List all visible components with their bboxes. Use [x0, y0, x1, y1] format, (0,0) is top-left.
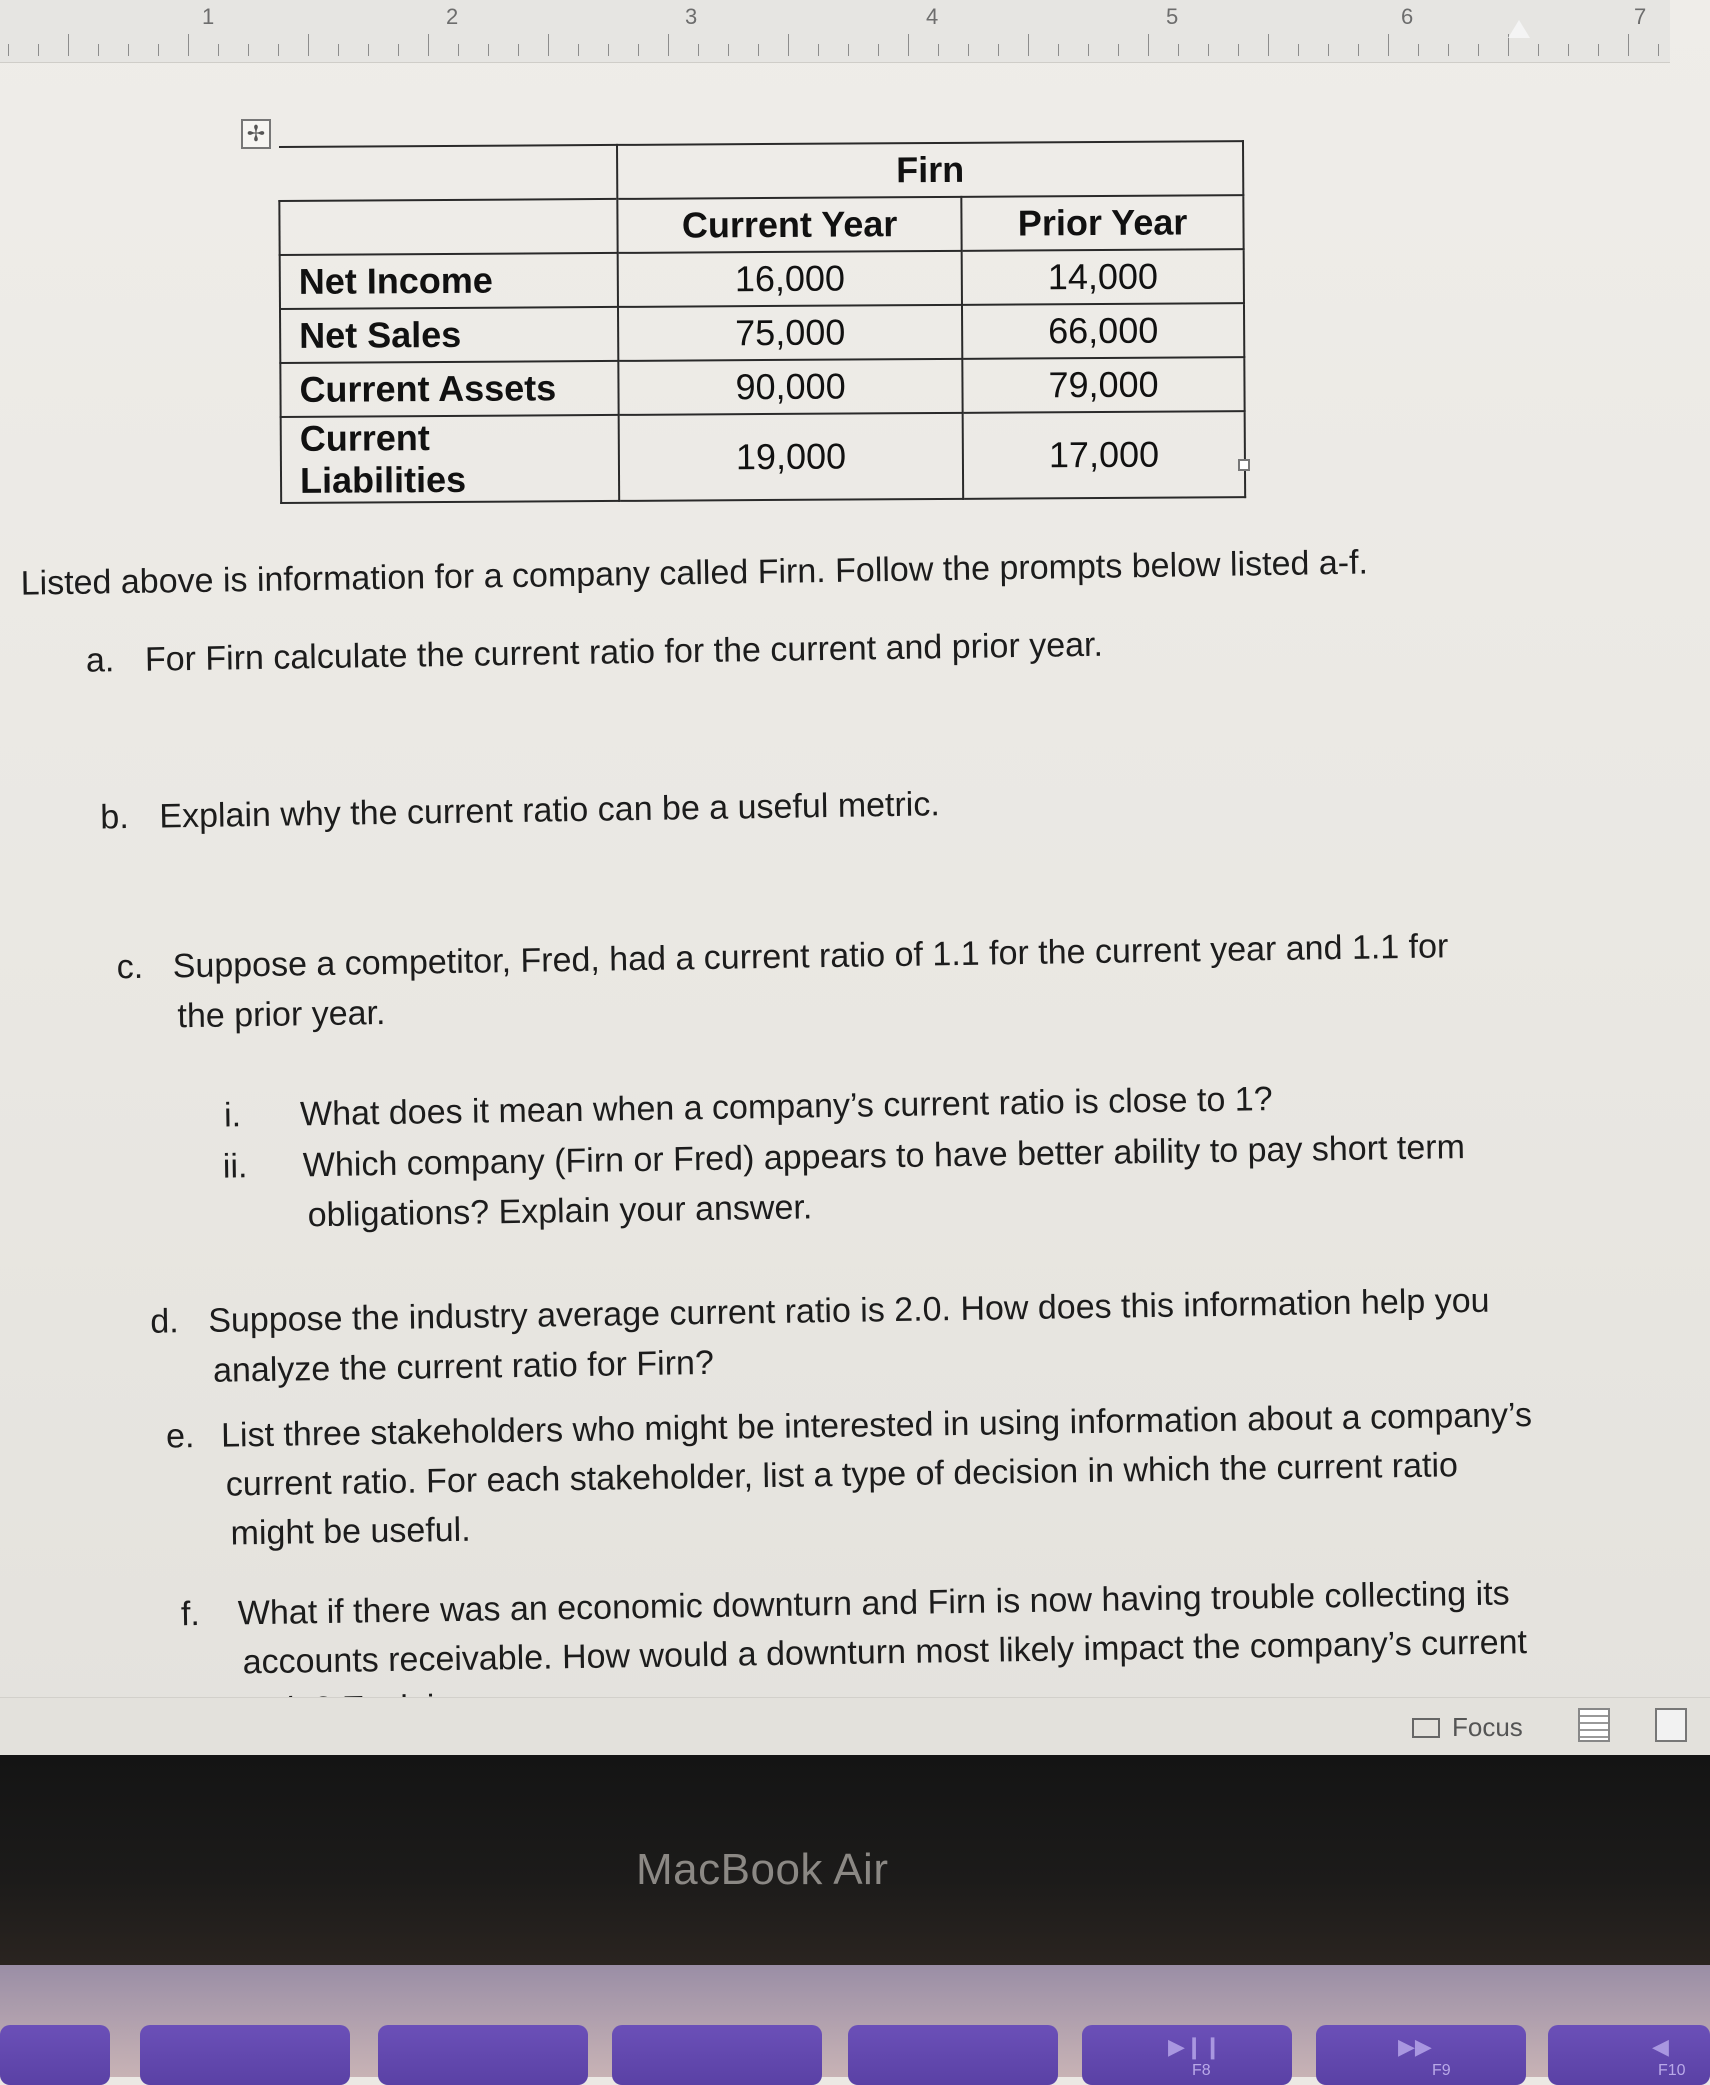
- ruler-tick: [1628, 34, 1629, 56]
- device-label: MacBook Air: [636, 1845, 889, 1894]
- intro-paragraph: Listed above is information for a company called Firn. Follow the prompts below listed a-f.: [20, 543, 1369, 603]
- focus-button[interactable]: [1412, 1712, 1523, 1743]
- prompt-line: obligations? Explain your answer.: [307, 1188, 813, 1235]
- prompt-line: Suppose the industry average current ratio is 2.0. How does this information help you: [207, 1281, 1490, 1340]
- prompt-line: For Firn calculate the current ratio for the current and prior year.: [144, 625, 1104, 679]
- ruler-tick: [1298, 44, 1299, 56]
- ruler-tick: [278, 44, 279, 56]
- horizontal-ruler[interactable]: [0, 0, 1670, 63]
- table-row: [280, 303, 1244, 363]
- prompt-line: the prior year.: [177, 994, 386, 1036]
- ruler-tick: [938, 44, 939, 56]
- ruler-tick: [728, 44, 729, 56]
- ruler-number: 3: [685, 4, 698, 29]
- ruler-tick: [68, 34, 69, 56]
- ruler-tick: [1598, 44, 1599, 56]
- ruler-tick: [578, 44, 579, 56]
- prompt-line: What if there was an economic downturn and Firn is now having trouble collecting its: [237, 1574, 1510, 1633]
- ruler-tick: [488, 44, 489, 56]
- table-cell: 16,000: [618, 251, 963, 307]
- prompt-marker: f.: [180, 1594, 201, 1634]
- prompt-line: Suppose a competitor, Fred, had a current ratio of 1.1 for the current year and 1.1 for: [172, 927, 1449, 986]
- ruler-tick: [308, 34, 309, 56]
- prompt-line: Which company (Firn or Fred) appears to have better ability to pay short term: [302, 1128, 1466, 1185]
- ruler-number: 7: [1634, 4, 1647, 29]
- ruler-tick: [338, 44, 339, 56]
- document-body[interactable]: [0, 514, 1670, 1682]
- ruler-tick: [998, 44, 999, 56]
- ruler-indent-marker[interactable]: [1508, 20, 1530, 38]
- mute-icon: ◀: [1652, 2035, 1669, 2060]
- table-cell: 90,000: [618, 359, 963, 415]
- ruler-tick: [38, 44, 39, 56]
- ruler-tick: [1538, 44, 1539, 56]
- ruler-tick: [368, 44, 369, 56]
- table-empty-cell: [279, 199, 617, 255]
- play-pause-icon: ▶❙❙: [1168, 2035, 1222, 2060]
- table-row: [280, 357, 1244, 417]
- prompt-line: might be useful.: [230, 1510, 471, 1553]
- ruler-tick: [218, 44, 219, 56]
- prompt-line: current ratio. For each stakeholder, list a type of decision in which the current ratio: [225, 1446, 1459, 1504]
- ruler-tick: [8, 44, 9, 56]
- ruler-number: 4: [926, 4, 939, 29]
- ruler-tick: [518, 44, 519, 56]
- ruler-number: 1: [202, 4, 215, 29]
- ruler-tick: [788, 34, 789, 56]
- table-empty-cell: [279, 145, 617, 201]
- ruler-tick: [878, 44, 879, 56]
- table-cell: 79,000: [963, 357, 1245, 413]
- table-cell: 66,000: [962, 303, 1244, 359]
- ruler-tick: [458, 44, 459, 56]
- row-label-net-sales: Net Sales: [280, 307, 618, 363]
- ruler-tick: [98, 44, 99, 56]
- table-cell: 14,000: [962, 249, 1244, 305]
- ruler-tick: [698, 44, 699, 56]
- row-label-current-liabilities: Current Liabilities: [281, 415, 620, 503]
- table-cell: 75,000: [618, 305, 963, 361]
- ruler-number: 6: [1401, 4, 1414, 29]
- table-column-header-row: [279, 195, 1243, 255]
- ruler-tick: [1388, 34, 1389, 56]
- function-key[interactable]: [378, 2025, 588, 2085]
- ruler-tick: [758, 44, 759, 56]
- ruler-tick: [1058, 44, 1059, 56]
- prompt-line: What does it mean when a company’s current ratio is close to 1?: [299, 1080, 1273, 1134]
- table-row: [280, 249, 1244, 309]
- focus-label: Focus: [1452, 1712, 1523, 1742]
- prompt-marker: e.: [165, 1417, 195, 1456]
- ruler-tick: [188, 34, 189, 56]
- focus-icon: [1412, 1718, 1440, 1738]
- key-label: F10: [1658, 2062, 1686, 2079]
- ruler-tick: [908, 34, 909, 56]
- print-layout-icon[interactable]: [1578, 1708, 1610, 1742]
- prompt-line: accounts receivable. How would a downturn most likely impact the company’s current: [242, 1623, 1528, 1682]
- status-bar: [0, 1697, 1710, 1756]
- function-key[interactable]: [612, 2025, 822, 2085]
- row-label-current-assets: Current Assets: [280, 361, 618, 417]
- row-label-net-income: Net Income: [280, 253, 618, 309]
- financial-data-table: [278, 140, 1246, 504]
- ruler-tick: [1568, 44, 1569, 56]
- ruler-tick: [158, 44, 159, 56]
- prompt-marker: b.: [100, 798, 130, 837]
- ruler-tick: [1418, 44, 1419, 56]
- table-cell: 17,000: [963, 411, 1245, 499]
- key-label: F8: [1192, 2062, 1211, 2079]
- ruler-tick: [1328, 44, 1329, 56]
- ruler-tick: [548, 34, 549, 56]
- ruler-tick: [1208, 44, 1209, 56]
- function-key[interactable]: [848, 2025, 1058, 2085]
- ruler-tick: [1478, 44, 1479, 56]
- ruler-tick: [1088, 44, 1089, 56]
- function-key[interactable]: [140, 2025, 350, 2085]
- ruler-tick: [1028, 34, 1029, 56]
- ruler-tick: [1118, 44, 1119, 56]
- ruler-tick: [668, 34, 669, 56]
- ruler-tick: [1448, 44, 1449, 56]
- move-icon[interactable]: ✢: [241, 119, 271, 149]
- ruler-tick: [398, 44, 399, 56]
- table-cell: 19,000: [619, 413, 964, 501]
- ruler-number: 2: [446, 4, 459, 29]
- column-header-current-year: Current Year: [617, 197, 962, 253]
- ruler-tick: [1238, 44, 1239, 56]
- ruler-number: 5: [1166, 4, 1179, 29]
- ruler-tick: [248, 44, 249, 56]
- ruler-tick: [608, 44, 609, 56]
- key-label: F9: [1432, 2062, 1451, 2079]
- web-layout-icon[interactable]: [1655, 1708, 1687, 1742]
- table-row: [281, 411, 1246, 503]
- ruler-tick: [638, 44, 639, 56]
- ruler-tick: [1178, 44, 1179, 56]
- function-key[interactable]: [0, 2025, 110, 2085]
- ruler-tick: [128, 44, 129, 56]
- prompt-line: List three stakeholders who might be interested in using information about a company’s: [220, 1396, 1533, 1455]
- ruler-tick: [1358, 44, 1359, 56]
- ruler-tick: [848, 44, 849, 56]
- ruler-tick: [428, 34, 429, 56]
- prompt-line: analyze the current ratio for Firn?: [212, 1343, 715, 1390]
- prompt-marker: a.: [85, 641, 115, 680]
- ruler-tick: [968, 44, 969, 56]
- ruler-tick: [1148, 34, 1149, 56]
- column-header-prior-year: Prior Year: [962, 195, 1244, 251]
- ruler-tick: [1268, 34, 1269, 56]
- ruler-tick: [1658, 44, 1659, 56]
- table-resize-handle[interactable]: [1238, 459, 1250, 471]
- ruler-tick: [818, 44, 819, 56]
- prompt-line: Explain why the current ratio can be a useful metric.: [159, 785, 941, 836]
- prompt-marker: d.: [149, 1302, 179, 1341]
- subprompt-marker: ii.: [222, 1147, 248, 1186]
- table-company-header-row: [279, 141, 1243, 201]
- fast-forward-icon: ▶▶: [1398, 2035, 1432, 2060]
- subprompt-marker: i.: [223, 1096, 242, 1135]
- prompt-marker: c.: [116, 947, 144, 987]
- table-company-name: Firn: [617, 141, 1243, 199]
